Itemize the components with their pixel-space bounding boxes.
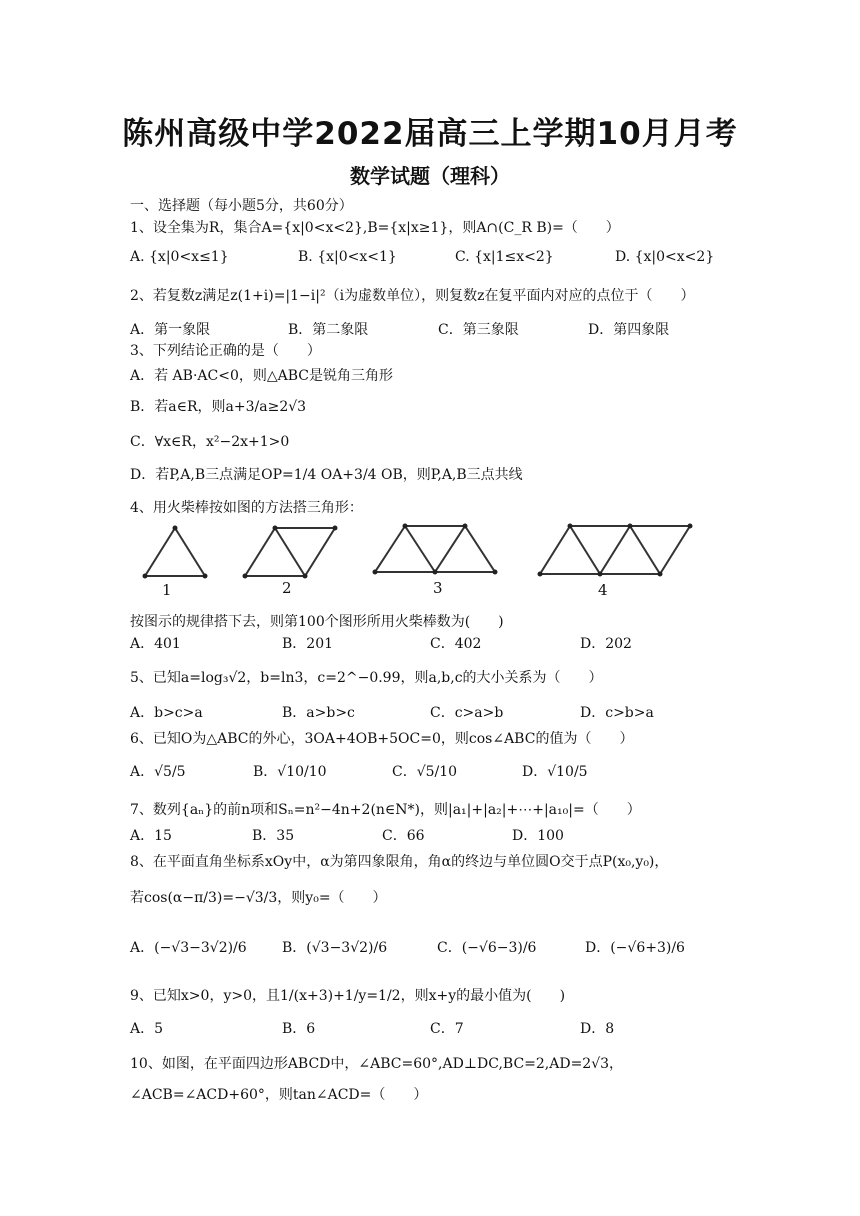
question-2-option-b: B．第二象限 [288, 322, 369, 338]
question-4-stem: 4、用火柴棒按如图的方法搭三角形： [130, 500, 363, 516]
page-title: 陈州高级中学2022届高三上学期10月月考 [122, 116, 738, 152]
question-10-stem-2: ∠ACB=∠ACD+60°，则tan∠ACD=（ ） [130, 1087, 428, 1103]
section-heading: 一、选择题（每小题5分，共60分） [130, 198, 353, 214]
question-4-option-a: A．401 [130, 636, 181, 652]
question-8-stem: 8、在平面直角坐标系xOy中，α为第四象限角，角α的终边与单位圆O交于点P(x₀,y₀)， [130, 854, 669, 870]
question-1-stem: 1、设全集为R，集合A={x|0<x<2},B={x|x≥1}，则A∩(C_R B)=（ ） [130, 220, 620, 236]
question-1-option-d: D. {x|0<x<2} [615, 249, 715, 265]
question-7-option-b: B．35 [252, 828, 295, 844]
question-10-stem: 10、如图，在平面四边形ABCD中，∠ABC=60°,AD⊥DC,BC=2,AD=2√3， [130, 1056, 624, 1072]
figure-label-3: 3 [433, 579, 443, 597]
question-8-stem-2: 若cos(α−π/3)=−√3/3，则y₀=（ ） [130, 890, 387, 906]
question-2-option-c: C．第三象限 [438, 322, 519, 338]
question-3-option-c: C．∀x∈R，x²−2x+1>0 [130, 434, 290, 450]
question-8-option-d: D．(−√6+3)/6 [585, 940, 685, 956]
matchstick-figures [130, 520, 720, 605]
question-3-option-d: D．若P,A,B三点满足OP=1/4 OA+3/4 OB，则P,A,B三点共线 [130, 467, 523, 483]
question-6-option-d: D．√10/5 [522, 764, 588, 780]
question-5-option-a: A．b>c>a [130, 705, 203, 721]
question-6-option-b: B．√10/10 [253, 764, 327, 780]
question-4-option-d: D．202 [580, 636, 632, 652]
figure-label-4: 4 [598, 581, 608, 599]
question-5-option-c: C．c>a>b [430, 705, 504, 721]
question-3-stem: 3、下列结论正确的是（ ） [130, 343, 321, 359]
question-5-option-b: B．a>b>c [282, 705, 355, 721]
question-9-option-b: B．6 [282, 1021, 316, 1037]
question-7-option-c: C．66 [382, 828, 425, 844]
question-1-option-b: B. {x|0<x<1} [298, 249, 397, 265]
question-2-option-a: A．第一象限 [130, 322, 211, 338]
question-6-stem: 6、已知O为△ABC的外心，3OA+4OB+5OC=0，则cos∠ABC的值为（ ） [130, 731, 634, 747]
figure-label-2: 2 [282, 579, 292, 597]
question-4-stem-2: 按图示的规律搭下去，则第100个图形所用火柴棒数为( ) [130, 614, 504, 630]
question-6-option-a: A．√5/5 [130, 764, 186, 780]
question-7-stem: 7、数列{aₙ}的前n项和Sₙ=n²−4n+2(n∈N*)，则|a₁|+|a₂|+⋯+|a₁₀|=（ ） [130, 802, 641, 818]
question-7-option-d: D．100 [512, 828, 564, 844]
question-5-option-d: D．c>b>a [580, 705, 654, 721]
matchstick-triangles-svg [130, 520, 720, 605]
question-3-option-b: B．若a∈R，则a+3/a≥2√3 [130, 399, 307, 415]
question-9-option-a: A．5 [130, 1021, 164, 1037]
question-3-option-a: A．若 AB·AC<0，则△ABC是锐角三角形 [130, 368, 394, 384]
figure-label-1: 1 [162, 581, 172, 599]
question-2-stem: 2、若复数z满足z(1+i)=|1−i|²（i为虚数单位），则复数z在复平面内对应的点位于（ ） [130, 288, 695, 304]
question-1-option-c: C. {x|1≤x<2} [455, 249, 554, 265]
question-9-option-c: C．7 [430, 1021, 464, 1037]
question-4-option-c: C．402 [430, 636, 482, 652]
question-5-stem: 5、已知a=log₃√2，b=ln3，c=2^−0.99，则a,b,c的大小关系为（ ） [130, 670, 603, 686]
question-8-option-c: C．(−√6−3)/6 [437, 940, 537, 956]
question-8-option-b: B．(√3−3√2)/6 [282, 940, 388, 956]
question-9-stem: 9、已知x>0，y>0，且1/(x+3)+1/y=1/2，则x+y的最小值为( ) [130, 988, 566, 1004]
question-8-option-a: A．(−√3−3√2)/6 [130, 940, 247, 956]
question-7-option-a: A．15 [130, 828, 172, 844]
question-1-option-a: A. {x|0<x≤1} [130, 249, 229, 265]
question-4-option-b: B．201 [282, 636, 334, 652]
question-9-option-d: D．8 [580, 1021, 615, 1037]
question-2-option-d: D．第四象限 [588, 322, 670, 338]
question-6-option-c: C．√5/10 [392, 764, 458, 780]
page-subtitle: 数学试题（理科） [350, 164, 510, 188]
